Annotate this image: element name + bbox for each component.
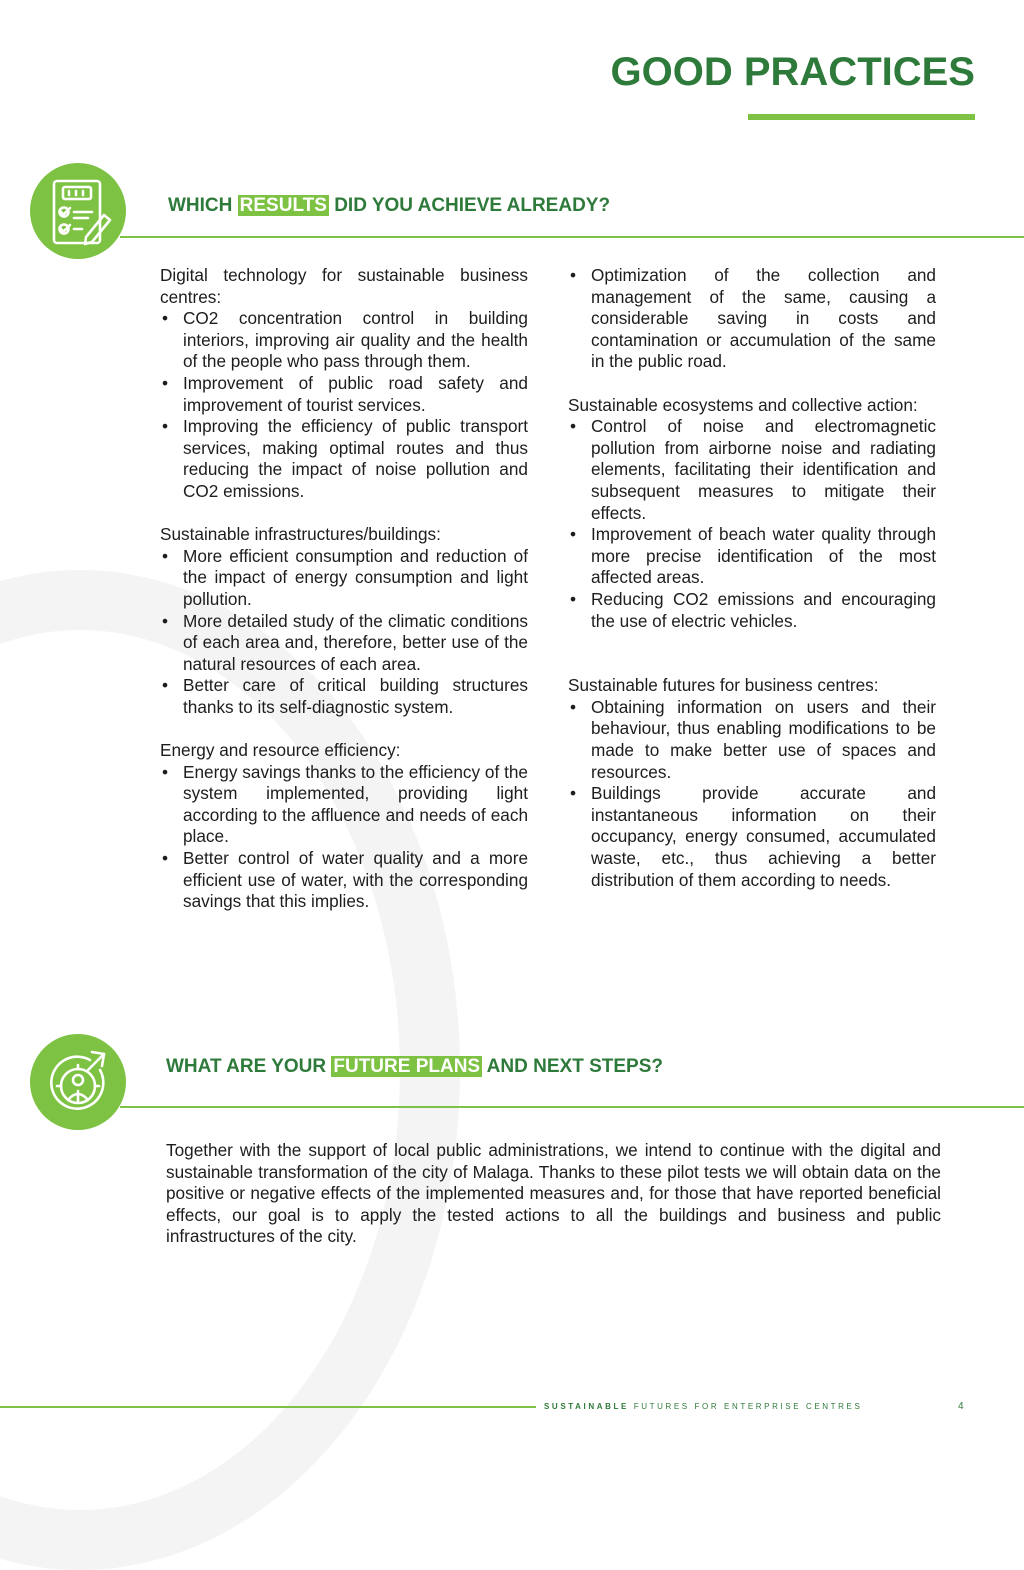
waste-management-list xyxy=(568,265,936,373)
infrastructures-list xyxy=(160,546,528,719)
sustainable-futures-list xyxy=(568,697,936,891)
heading-text-pre: WHICH xyxy=(168,195,238,216)
footer-brand-rest: FUTURES FOR ENTERPRISE CENTRES xyxy=(628,1402,863,1411)
digital-technology-list xyxy=(160,308,528,502)
ecosystems-list xyxy=(568,416,936,632)
list-item: • Improvement of public road safety and improvement of tourist services. xyxy=(160,373,528,416)
group-title-energy-efficiency: Energy and resource efficiency: xyxy=(160,740,401,761)
list-item: • Optimization of the collection and management of the same, causing a considerable saving in costs and contamination or accumulation of the same in the public road. xyxy=(568,265,936,373)
future-plans-section-heading xyxy=(166,1056,663,1078)
footer-brand xyxy=(544,1402,862,1411)
list-item: • Better care of critical building structures thanks to its self-diagnostic system. xyxy=(160,675,528,718)
heading-text-pre: WHAT ARE YOUR xyxy=(166,1056,332,1077)
results-left-column xyxy=(160,265,528,913)
heading-text-post: AND NEXT STEPS? xyxy=(482,1056,663,1077)
list-item: • Improving the efficiency of public transport services, making optimal routes and thus reducing the impact of noise pollution and CO2 emissions. xyxy=(160,416,528,502)
list-item: • Buildings provide accurate and instantaneous information on their occupancy, energy consumed, accumulated waste, etc., thus achieving a better distribution of them according to needs. xyxy=(568,783,936,891)
list-item: • More detailed study of the climatic conditions of each area and, therefore, better use of the natural resources of each area. xyxy=(160,611,528,676)
checklist-icon xyxy=(30,163,126,259)
heading-highlight-results: RESULTS xyxy=(239,195,327,216)
heading-text-post: DID YOU ACHIEVE ALREADY? xyxy=(328,195,611,216)
results-right-column xyxy=(568,265,936,891)
section-divider-future-plans xyxy=(120,1106,1024,1108)
energy-efficiency-list xyxy=(160,762,528,913)
list-item: • CO2 concentration control in building interiors, improving air quality and the health of the people who pass through them. xyxy=(160,308,528,373)
list-item: • Better control of water quality and a more efficient use of water, with the corresponding savings that this implies. xyxy=(160,848,528,913)
results-section-heading xyxy=(168,195,610,217)
list-item: • Reducing CO2 emissions and encouraging the use of electric vehicles. xyxy=(568,589,936,632)
list-item: • Control of noise and electromagnetic pollution from airborne noise and radiating elements, facilitating their identification and subsequent measures to mitigate their effects. xyxy=(568,416,936,524)
group-title-sustainable-futures: Sustainable futures for business centres: xyxy=(568,675,879,696)
group-title-infrastructures: Sustainable infrastructures/buildings: xyxy=(160,524,441,545)
list-item: • Obtaining information on users and their behaviour, thus enabling modifications to be made to make better use of spaces and resources. xyxy=(568,697,936,783)
footer-line xyxy=(0,1406,536,1408)
list-item: • More efficient consumption and reduction of the impact of energy consumption and light pollution. xyxy=(160,546,528,611)
group-title-ecosystems: Sustainable ecosystems and collective action: xyxy=(568,394,918,415)
title-underline xyxy=(748,114,975,120)
section-divider-results xyxy=(120,236,1024,238)
footer-brand-bold: SUSTAINABLE xyxy=(544,1402,629,1411)
list-item: • Improvement of beach water quality through more precise identification of the most affected areas. xyxy=(568,524,936,589)
list-item: • Energy savings thanks to the efficiency of the system implemented, providing light according to the affluence and needs of each place. xyxy=(160,762,528,848)
future-plans-paragraph: Together with the support of local public administrations, we intend to continue with the digital and sustainable transformation of the city of Malaga. Thanks to these pilot tests we will obtain data on the positive or negative effects of the implemented measures and, for those that have reported beneficial effects, our goal is to apply the tested actions to all the buildings and business and public infrastructures of the city. xyxy=(166,1140,941,1247)
page-title: GOOD PRACTICES xyxy=(610,50,975,94)
page-number: 4 xyxy=(958,1401,964,1412)
target-person-icon xyxy=(30,1034,126,1130)
group-title-digital-technology: Digital technology for sustainable business centres: xyxy=(160,265,528,307)
heading-highlight-future-plans: FUTURE PLANS xyxy=(333,1056,481,1077)
